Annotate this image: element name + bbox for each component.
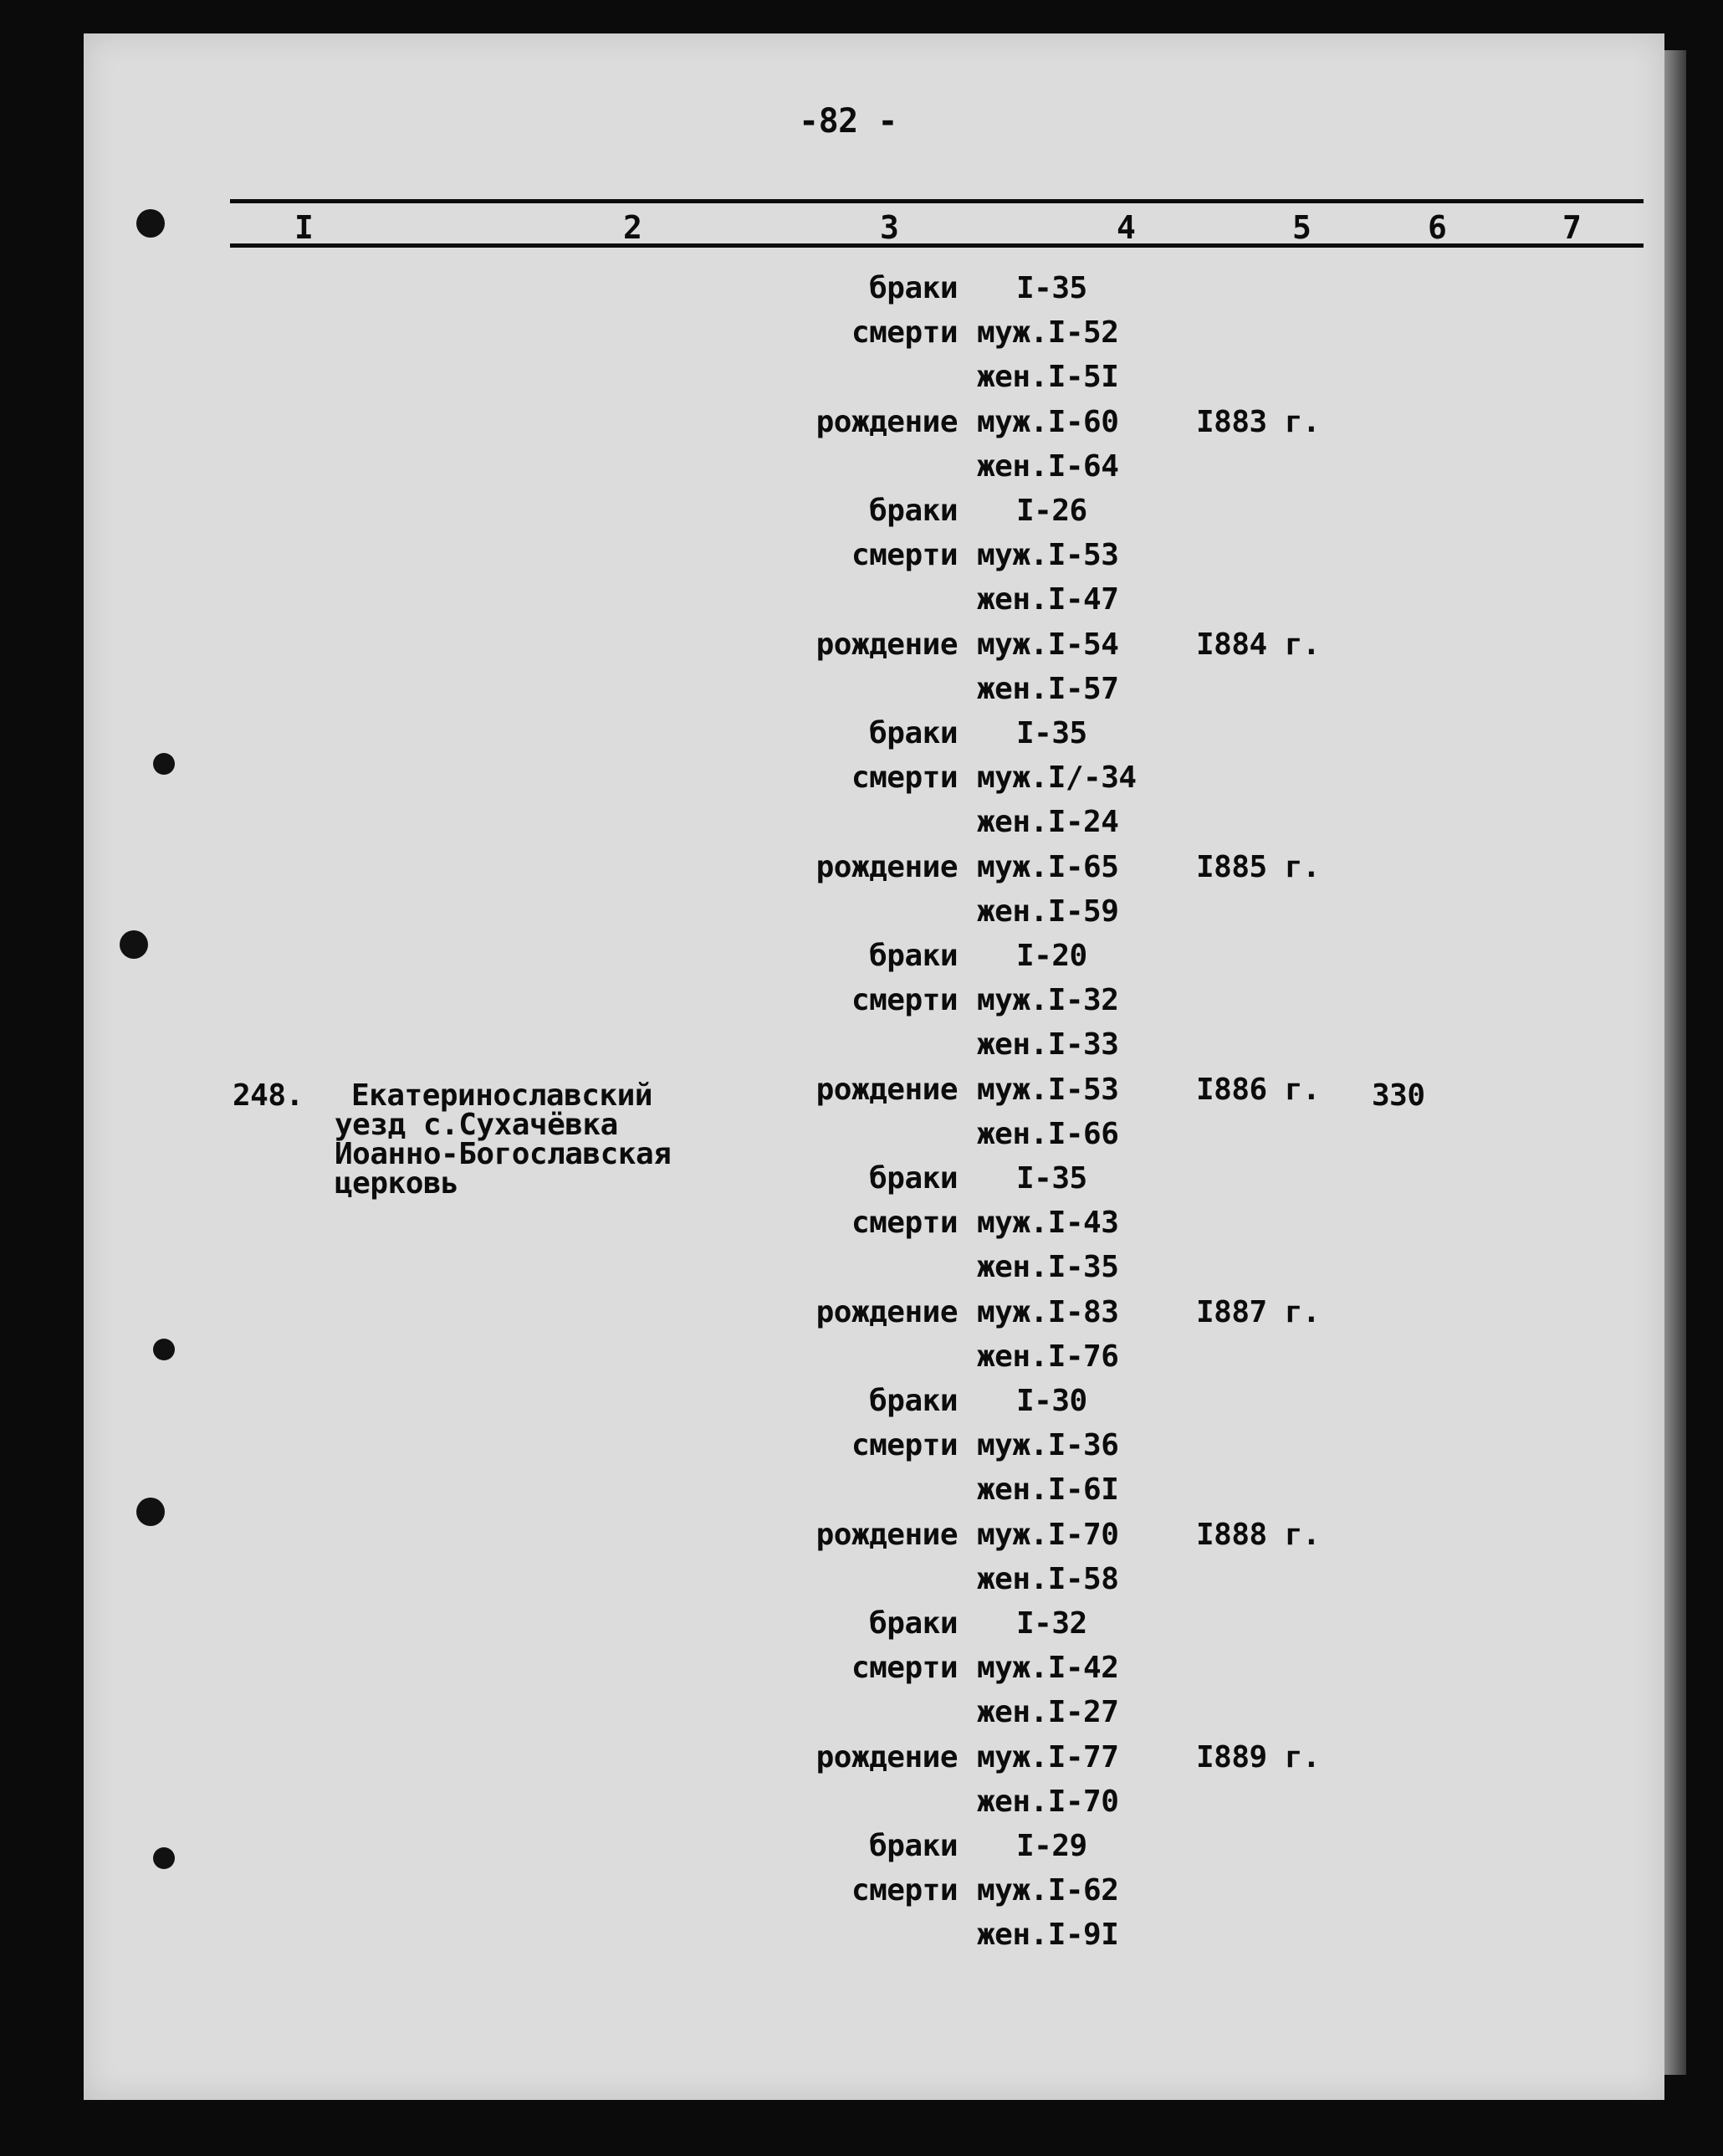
- record-value: муж.I-32: [977, 983, 1119, 1017]
- column-header-4: 4: [1117, 209, 1136, 246]
- record-type: смерти: [851, 760, 958, 795]
- record-value: муж.I-77: [977, 1740, 1119, 1774]
- punch-hole: [153, 1339, 175, 1360]
- record-type: браки: [869, 494, 958, 528]
- record-value: I-35: [1016, 1161, 1087, 1196]
- record-value: муж.I-60: [977, 405, 1119, 439]
- record-type: рождение: [815, 1295, 958, 1329]
- record-value: муж.I-42: [977, 1651, 1119, 1685]
- record-value: жен.I-70: [977, 1785, 1119, 1819]
- record-year: I887 г.: [1196, 1295, 1321, 1329]
- header-rule-top: [230, 199, 1644, 203]
- record-type: смерти: [851, 1651, 958, 1685]
- record-value: жен.I-59: [977, 894, 1119, 929]
- column-header-6: 6: [1428, 209, 1447, 246]
- record-year: I889 г.: [1196, 1740, 1321, 1774]
- entry-col6-value: 330: [1372, 1078, 1425, 1113]
- record-value: жен.I-57: [977, 672, 1119, 706]
- record-type: смерти: [851, 1428, 958, 1462]
- record-value: жен.I-76: [977, 1339, 1119, 1374]
- record-year: I888 г.: [1196, 1518, 1321, 1552]
- record-type: рождение: [815, 850, 958, 884]
- record-type: рождение: [815, 1740, 958, 1774]
- punch-hole: [153, 1847, 175, 1869]
- record-value: жен.I-64: [977, 449, 1119, 484]
- record-value: муж.I-53: [977, 1073, 1119, 1107]
- entry-place-line: Иоанно-Богославская: [335, 1137, 672, 1171]
- record-year: I883 г.: [1196, 405, 1321, 439]
- record-type: браки: [869, 939, 958, 973]
- page-number: -82 -: [799, 102, 897, 141]
- column-header-2: 2: [623, 209, 642, 246]
- record-type: смерти: [851, 983, 958, 1017]
- record-value: I-26: [1016, 494, 1087, 528]
- record-value: жен.I-24: [977, 805, 1119, 839]
- entry-place-line: Екатеринославский: [351, 1078, 652, 1113]
- record-value: жен.I-47: [977, 582, 1119, 617]
- punch-hole: [136, 209, 165, 238]
- record-type: рождение: [815, 405, 958, 439]
- entry-place-line: уезд с.Сухачёвка: [335, 1108, 618, 1142]
- record-value: муж.I-65: [977, 850, 1119, 884]
- column-header-5: 5: [1292, 209, 1311, 246]
- punch-hole: [136, 1498, 165, 1526]
- record-value: муж.I/-34: [977, 760, 1137, 795]
- record-value: I-29: [1016, 1829, 1087, 1863]
- record-value: муж.I-36: [977, 1428, 1119, 1462]
- record-type: рождение: [815, 627, 958, 662]
- record-value: муж.I-52: [977, 315, 1119, 350]
- record-value: жен.I-9I: [977, 1918, 1119, 1952]
- record-value: I-32: [1016, 1606, 1087, 1641]
- record-value: муж.I-53: [977, 538, 1119, 572]
- record-value: жен.I-58: [977, 1562, 1119, 1596]
- record-value: жен.I-35: [977, 1250, 1119, 1284]
- record-value: муж.I-43: [977, 1206, 1119, 1240]
- record-value: жен.I-33: [977, 1027, 1119, 1062]
- record-value: I-35: [1016, 271, 1087, 305]
- record-type: рождение: [815, 1518, 958, 1552]
- record-year: I886 г.: [1196, 1073, 1321, 1107]
- record-year: I884 г.: [1196, 627, 1321, 662]
- record-type: смерти: [851, 1873, 958, 1908]
- record-type: браки: [869, 716, 958, 750]
- record-value: I-35: [1016, 716, 1087, 750]
- record-type: браки: [869, 1384, 958, 1418]
- record-type: рождение: [815, 1073, 958, 1107]
- punch-hole: [120, 930, 148, 959]
- record-value: муж.I-62: [977, 1873, 1119, 1908]
- record-type: браки: [869, 1829, 958, 1863]
- page-edge-shadow: [1664, 50, 1686, 2075]
- record-value: жен.I-66: [977, 1117, 1119, 1151]
- record-type: смерти: [851, 1206, 958, 1240]
- record-type: смерти: [851, 538, 958, 572]
- entry-place-line: церковь: [335, 1166, 459, 1201]
- record-year: I885 г.: [1196, 850, 1321, 884]
- record-value: муж.I-83: [977, 1295, 1119, 1329]
- column-header-1: I: [294, 209, 314, 246]
- punch-hole: [153, 753, 175, 775]
- record-type: смерти: [851, 315, 958, 350]
- entry-number: 248.: [233, 1078, 304, 1113]
- column-header-7: 7: [1562, 209, 1582, 246]
- record-value: жен.I-27: [977, 1695, 1119, 1729]
- record-type: браки: [869, 1606, 958, 1641]
- record-value: I-30: [1016, 1384, 1087, 1418]
- column-header-3: 3: [880, 209, 899, 246]
- record-value: муж.I-70: [977, 1518, 1119, 1552]
- record-value: жен.I-6I: [977, 1472, 1119, 1507]
- record-value: I-20: [1016, 939, 1087, 973]
- record-value: муж.I-54: [977, 627, 1119, 662]
- record-type: браки: [869, 1161, 958, 1196]
- record-value: жен.I-5I: [977, 360, 1119, 394]
- record-type: браки: [869, 271, 958, 305]
